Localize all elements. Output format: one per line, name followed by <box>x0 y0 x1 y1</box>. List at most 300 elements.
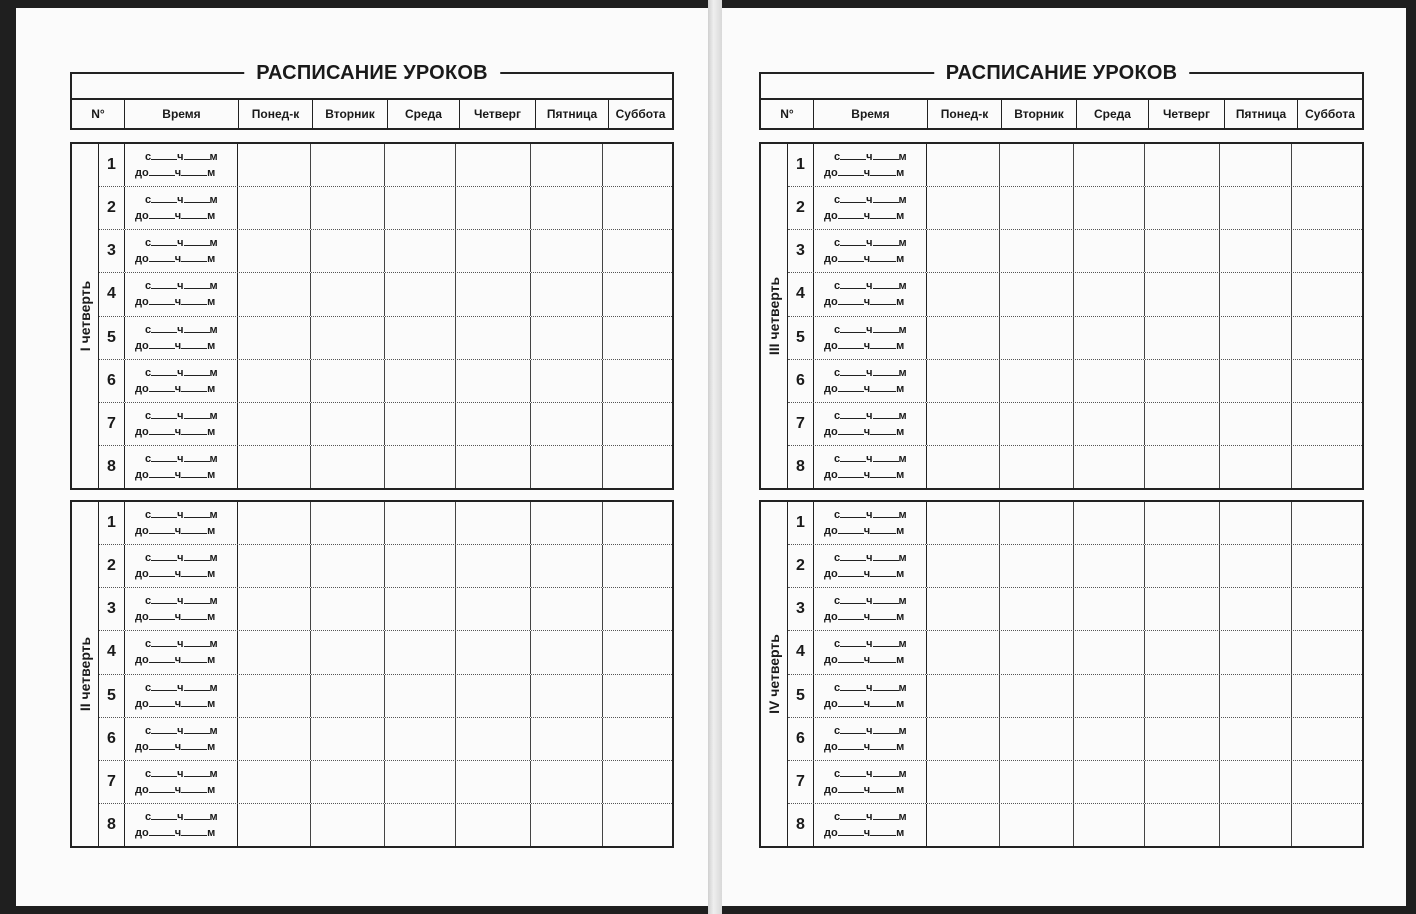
time-field[interactable] <box>125 360 238 402</box>
time-field[interactable] <box>814 360 927 402</box>
cell-wednesday[interactable] <box>1074 804 1145 846</box>
cell-friday[interactable] <box>1220 230 1292 272</box>
cell-wednesday[interactable] <box>385 187 456 229</box>
cell-monday[interactable] <box>927 403 1000 445</box>
hour-blank[interactable] <box>149 611 175 620</box>
cell-tuesday[interactable] <box>1000 761 1074 803</box>
hour-blank[interactable] <box>151 280 177 289</box>
minute-blank[interactable] <box>184 280 210 289</box>
cell-wednesday[interactable] <box>385 144 456 186</box>
hour-blank[interactable] <box>838 827 864 836</box>
cell-saturday[interactable] <box>1292 317 1362 359</box>
minute-blank[interactable] <box>184 725 210 734</box>
minute-blank[interactable] <box>181 741 207 750</box>
minute-blank[interactable] <box>873 638 899 647</box>
cell-saturday[interactable] <box>603 273 672 315</box>
hour-blank[interactable] <box>840 324 866 333</box>
hour-blank[interactable] <box>151 638 177 647</box>
minute-blank[interactable] <box>873 552 899 561</box>
cell-thursday[interactable] <box>456 675 531 717</box>
cell-thursday[interactable] <box>456 230 531 272</box>
minute-blank[interactable] <box>873 367 899 376</box>
minute-blank[interactable] <box>870 698 896 707</box>
minute-blank[interactable] <box>181 340 207 349</box>
minute-blank[interactable] <box>870 784 896 793</box>
hour-blank[interactable] <box>149 827 175 836</box>
time-field[interactable] <box>125 230 238 272</box>
hour-blank[interactable] <box>149 210 175 219</box>
time-field[interactable] <box>814 230 927 272</box>
cell-friday[interactable] <box>1220 273 1292 315</box>
cell-thursday[interactable] <box>456 718 531 760</box>
cell-saturday[interactable] <box>603 631 672 673</box>
minute-blank[interactable] <box>184 552 210 561</box>
time-field[interactable] <box>125 403 238 445</box>
minute-blank[interactable] <box>870 426 896 435</box>
cell-thursday[interactable] <box>456 360 531 402</box>
cell-friday[interactable] <box>531 144 603 186</box>
hour-blank[interactable] <box>838 698 864 707</box>
cell-saturday[interactable] <box>1292 360 1362 402</box>
hour-blank[interactable] <box>840 194 866 203</box>
minute-blank[interactable] <box>870 525 896 534</box>
cell-wednesday[interactable] <box>1074 675 1145 717</box>
cell-saturday[interactable] <box>603 360 672 402</box>
minute-blank[interactable] <box>873 151 899 160</box>
cell-saturday[interactable] <box>1292 446 1362 488</box>
cell-monday[interactable] <box>238 273 311 315</box>
time-field[interactable] <box>125 144 238 186</box>
minute-blank[interactable] <box>870 210 896 219</box>
time-field[interactable] <box>125 502 238 544</box>
hour-blank[interactable] <box>149 340 175 349</box>
minute-blank[interactable] <box>870 253 896 262</box>
hour-blank[interactable] <box>840 682 866 691</box>
cell-thursday[interactable] <box>456 446 531 488</box>
minute-blank[interactable] <box>184 638 210 647</box>
hour-blank[interactable] <box>149 253 175 262</box>
cell-thursday[interactable] <box>456 144 531 186</box>
cell-wednesday[interactable] <box>385 403 456 445</box>
time-field[interactable] <box>814 804 927 846</box>
cell-thursday[interactable] <box>456 273 531 315</box>
cell-wednesday[interactable] <box>385 761 456 803</box>
cell-tuesday[interactable] <box>311 761 385 803</box>
hour-blank[interactable] <box>840 638 866 647</box>
cell-wednesday[interactable] <box>385 273 456 315</box>
hour-blank[interactable] <box>838 568 864 577</box>
cell-friday[interactable] <box>531 230 603 272</box>
minute-blank[interactable] <box>181 525 207 534</box>
hour-blank[interactable] <box>840 768 866 777</box>
cell-wednesday[interactable] <box>1074 545 1145 587</box>
cell-tuesday[interactable] <box>1000 403 1074 445</box>
time-field[interactable] <box>814 144 927 186</box>
cell-thursday[interactable] <box>456 317 531 359</box>
minute-blank[interactable] <box>181 296 207 305</box>
cell-wednesday[interactable] <box>385 360 456 402</box>
minute-blank[interactable] <box>181 698 207 707</box>
cell-monday[interactable] <box>238 718 311 760</box>
cell-thursday[interactable] <box>1145 187 1220 229</box>
cell-wednesday[interactable] <box>1074 317 1145 359</box>
minute-blank[interactable] <box>184 324 210 333</box>
cell-friday[interactable] <box>1220 317 1292 359</box>
hour-blank[interactable] <box>151 324 177 333</box>
cell-tuesday[interactable] <box>311 804 385 846</box>
cell-friday[interactable] <box>531 187 603 229</box>
cell-monday[interactable] <box>927 588 1000 630</box>
time-field[interactable] <box>814 545 927 587</box>
minute-blank[interactable] <box>184 453 210 462</box>
cell-saturday[interactable] <box>603 545 672 587</box>
cell-wednesday[interactable] <box>385 545 456 587</box>
time-field[interactable] <box>814 588 927 630</box>
cell-monday[interactable] <box>238 144 311 186</box>
cell-saturday[interactable] <box>1292 545 1362 587</box>
minute-blank[interactable] <box>870 611 896 620</box>
cell-monday[interactable] <box>927 273 1000 315</box>
cell-saturday[interactable] <box>603 187 672 229</box>
time-field[interactable] <box>814 502 927 544</box>
cell-tuesday[interactable] <box>1000 804 1074 846</box>
minute-blank[interactable] <box>181 654 207 663</box>
hour-blank[interactable] <box>838 525 864 534</box>
cell-thursday[interactable] <box>456 403 531 445</box>
hour-blank[interactable] <box>840 811 866 820</box>
minute-blank[interactable] <box>873 595 899 604</box>
cell-monday[interactable] <box>927 502 1000 544</box>
minute-blank[interactable] <box>184 768 210 777</box>
cell-monday[interactable] <box>238 403 311 445</box>
hour-blank[interactable] <box>840 725 866 734</box>
minute-blank[interactable] <box>873 280 899 289</box>
time-field[interactable] <box>125 631 238 673</box>
time-field[interactable] <box>814 675 927 717</box>
cell-wednesday[interactable] <box>385 631 456 673</box>
cell-saturday[interactable] <box>1292 403 1362 445</box>
cell-saturday[interactable] <box>1292 502 1362 544</box>
minute-blank[interactable] <box>870 827 896 836</box>
minute-blank[interactable] <box>184 237 210 246</box>
hour-blank[interactable] <box>151 453 177 462</box>
hour-blank[interactable] <box>838 426 864 435</box>
cell-thursday[interactable] <box>1145 144 1220 186</box>
cell-thursday[interactable] <box>1145 718 1220 760</box>
hour-blank[interactable] <box>151 725 177 734</box>
hour-blank[interactable] <box>840 280 866 289</box>
cell-friday[interactable] <box>531 631 603 673</box>
cell-friday[interactable] <box>531 588 603 630</box>
hour-blank[interactable] <box>840 509 866 518</box>
cell-saturday[interactable] <box>1292 718 1362 760</box>
cell-saturday[interactable] <box>603 502 672 544</box>
cell-saturday[interactable] <box>603 588 672 630</box>
cell-saturday[interactable] <box>1292 761 1362 803</box>
cell-tuesday[interactable] <box>311 545 385 587</box>
cell-monday[interactable] <box>927 230 1000 272</box>
cell-monday[interactable] <box>927 718 1000 760</box>
cell-monday[interactable] <box>238 675 311 717</box>
cell-tuesday[interactable] <box>1000 446 1074 488</box>
time-field[interactable] <box>125 273 238 315</box>
cell-wednesday[interactable] <box>385 675 456 717</box>
minute-blank[interactable] <box>181 210 207 219</box>
hour-blank[interactable] <box>840 151 866 160</box>
minute-blank[interactable] <box>870 340 896 349</box>
minute-blank[interactable] <box>184 367 210 376</box>
time-field[interactable] <box>814 403 927 445</box>
cell-saturday[interactable] <box>603 804 672 846</box>
cell-wednesday[interactable] <box>1074 403 1145 445</box>
cell-monday[interactable] <box>927 317 1000 359</box>
cell-monday[interactable] <box>927 545 1000 587</box>
cell-tuesday[interactable] <box>311 675 385 717</box>
cell-monday[interactable] <box>238 761 311 803</box>
cell-thursday[interactable] <box>1145 230 1220 272</box>
cell-friday[interactable] <box>1220 545 1292 587</box>
cell-friday[interactable] <box>1220 144 1292 186</box>
hour-blank[interactable] <box>838 340 864 349</box>
cell-thursday[interactable] <box>1145 631 1220 673</box>
cell-thursday[interactable] <box>1145 588 1220 630</box>
cell-tuesday[interactable] <box>1000 718 1074 760</box>
minute-blank[interactable] <box>184 595 210 604</box>
cell-thursday[interactable] <box>456 588 531 630</box>
minute-blank[interactable] <box>181 383 207 392</box>
cell-saturday[interactable] <box>1292 588 1362 630</box>
cell-tuesday[interactable] <box>311 187 385 229</box>
hour-blank[interactable] <box>151 410 177 419</box>
cell-tuesday[interactable] <box>311 631 385 673</box>
cell-tuesday[interactable] <box>311 360 385 402</box>
cell-thursday[interactable] <box>1145 675 1220 717</box>
cell-friday[interactable] <box>531 502 603 544</box>
time-field[interactable] <box>125 761 238 803</box>
cell-monday[interactable] <box>927 360 1000 402</box>
cell-thursday[interactable] <box>1145 804 1220 846</box>
hour-blank[interactable] <box>149 568 175 577</box>
minute-blank[interactable] <box>184 151 210 160</box>
time-field[interactable] <box>814 718 927 760</box>
cell-friday[interactable] <box>1220 675 1292 717</box>
cell-tuesday[interactable] <box>1000 273 1074 315</box>
hour-blank[interactable] <box>838 210 864 219</box>
cell-wednesday[interactable] <box>385 804 456 846</box>
cell-monday[interactable] <box>927 761 1000 803</box>
cell-saturday[interactable] <box>603 446 672 488</box>
cell-wednesday[interactable] <box>1074 187 1145 229</box>
cell-friday[interactable] <box>1220 446 1292 488</box>
time-field[interactable] <box>814 317 927 359</box>
cell-tuesday[interactable] <box>1000 545 1074 587</box>
minute-blank[interactable] <box>870 568 896 577</box>
cell-wednesday[interactable] <box>385 588 456 630</box>
time-field[interactable] <box>125 588 238 630</box>
minute-blank[interactable] <box>181 167 207 176</box>
cell-tuesday[interactable] <box>311 317 385 359</box>
hour-blank[interactable] <box>149 383 175 392</box>
hour-blank[interactable] <box>151 151 177 160</box>
cell-thursday[interactable] <box>456 502 531 544</box>
minute-blank[interactable] <box>181 426 207 435</box>
time-field[interactable] <box>125 804 238 846</box>
minute-blank[interactable] <box>181 827 207 836</box>
cell-monday[interactable] <box>238 804 311 846</box>
minute-blank[interactable] <box>873 682 899 691</box>
hour-blank[interactable] <box>151 552 177 561</box>
cell-wednesday[interactable] <box>1074 502 1145 544</box>
hour-blank[interactable] <box>151 194 177 203</box>
cell-friday[interactable] <box>531 273 603 315</box>
cell-tuesday[interactable] <box>311 273 385 315</box>
time-field[interactable] <box>814 273 927 315</box>
cell-friday[interactable] <box>531 360 603 402</box>
cell-monday[interactable] <box>927 446 1000 488</box>
minute-blank[interactable] <box>184 194 210 203</box>
cell-monday[interactable] <box>927 187 1000 229</box>
hour-blank[interactable] <box>838 741 864 750</box>
hour-blank[interactable] <box>151 509 177 518</box>
hour-blank[interactable] <box>840 367 866 376</box>
hour-blank[interactable] <box>151 811 177 820</box>
minute-blank[interactable] <box>184 410 210 419</box>
cell-thursday[interactable] <box>456 187 531 229</box>
hour-blank[interactable] <box>149 654 175 663</box>
cell-tuesday[interactable] <box>1000 360 1074 402</box>
cell-thursday[interactable] <box>1145 317 1220 359</box>
cell-tuesday[interactable] <box>311 144 385 186</box>
cell-tuesday[interactable] <box>1000 675 1074 717</box>
cell-saturday[interactable] <box>603 403 672 445</box>
cell-saturday[interactable] <box>1292 273 1362 315</box>
minute-blank[interactable] <box>873 509 899 518</box>
cell-friday[interactable] <box>531 804 603 846</box>
cell-wednesday[interactable] <box>1074 446 1145 488</box>
hour-blank[interactable] <box>149 296 175 305</box>
hour-blank[interactable] <box>840 453 866 462</box>
hour-blank[interactable] <box>151 682 177 691</box>
cell-tuesday[interactable] <box>311 588 385 630</box>
cell-friday[interactable] <box>1220 403 1292 445</box>
cell-saturday[interactable] <box>603 317 672 359</box>
time-field[interactable] <box>125 187 238 229</box>
cell-thursday[interactable] <box>456 631 531 673</box>
cell-wednesday[interactable] <box>1074 273 1145 315</box>
cell-tuesday[interactable] <box>1000 144 1074 186</box>
cell-monday[interactable] <box>238 588 311 630</box>
hour-blank[interactable] <box>840 552 866 561</box>
cell-thursday[interactable] <box>1145 502 1220 544</box>
cell-monday[interactable] <box>927 675 1000 717</box>
hour-blank[interactable] <box>149 525 175 534</box>
hour-blank[interactable] <box>151 768 177 777</box>
cell-tuesday[interactable] <box>311 230 385 272</box>
cell-monday[interactable] <box>927 631 1000 673</box>
minute-blank[interactable] <box>181 611 207 620</box>
time-field[interactable] <box>125 718 238 760</box>
cell-monday[interactable] <box>238 502 311 544</box>
hour-blank[interactable] <box>838 253 864 262</box>
cell-thursday[interactable] <box>1145 446 1220 488</box>
cell-monday[interactable] <box>927 144 1000 186</box>
cell-thursday[interactable] <box>1145 403 1220 445</box>
hour-blank[interactable] <box>840 410 866 419</box>
minute-blank[interactable] <box>870 469 896 478</box>
cell-thursday[interactable] <box>1145 360 1220 402</box>
minute-blank[interactable] <box>873 453 899 462</box>
time-field[interactable] <box>814 631 927 673</box>
cell-saturday[interactable] <box>603 675 672 717</box>
minute-blank[interactable] <box>181 784 207 793</box>
cell-friday[interactable] <box>531 761 603 803</box>
hour-blank[interactable] <box>838 383 864 392</box>
cell-wednesday[interactable] <box>385 718 456 760</box>
cell-monday[interactable] <box>238 230 311 272</box>
cell-monday[interactable] <box>238 545 311 587</box>
cell-tuesday[interactable] <box>1000 317 1074 359</box>
cell-saturday[interactable] <box>1292 144 1362 186</box>
hour-blank[interactable] <box>151 237 177 246</box>
minute-blank[interactable] <box>873 324 899 333</box>
cell-tuesday[interactable] <box>311 446 385 488</box>
cell-saturday[interactable] <box>603 144 672 186</box>
cell-thursday[interactable] <box>456 804 531 846</box>
minute-blank[interactable] <box>181 568 207 577</box>
cell-thursday[interactable] <box>456 761 531 803</box>
cell-monday[interactable] <box>238 317 311 359</box>
cell-friday[interactable] <box>1220 804 1292 846</box>
minute-blank[interactable] <box>873 811 899 820</box>
cell-friday[interactable] <box>1220 502 1292 544</box>
cell-tuesday[interactable] <box>311 502 385 544</box>
cell-saturday[interactable] <box>603 761 672 803</box>
cell-saturday[interactable] <box>1292 675 1362 717</box>
hour-blank[interactable] <box>151 367 177 376</box>
cell-friday[interactable] <box>531 446 603 488</box>
time-field[interactable] <box>125 317 238 359</box>
time-field[interactable] <box>814 446 927 488</box>
cell-friday[interactable] <box>531 675 603 717</box>
cell-saturday[interactable] <box>1292 230 1362 272</box>
cell-tuesday[interactable] <box>1000 187 1074 229</box>
minute-blank[interactable] <box>873 725 899 734</box>
hour-blank[interactable] <box>838 654 864 663</box>
cell-saturday[interactable] <box>603 230 672 272</box>
cell-saturday[interactable] <box>1292 631 1362 673</box>
cell-wednesday[interactable] <box>1074 144 1145 186</box>
hour-blank[interactable] <box>838 611 864 620</box>
cell-thursday[interactable] <box>456 545 531 587</box>
cell-tuesday[interactable] <box>311 718 385 760</box>
cell-friday[interactable] <box>531 545 603 587</box>
cell-saturday[interactable] <box>1292 804 1362 846</box>
hour-blank[interactable] <box>838 469 864 478</box>
minute-blank[interactable] <box>870 167 896 176</box>
cell-wednesday[interactable] <box>1074 230 1145 272</box>
cell-friday[interactable] <box>1220 588 1292 630</box>
cell-saturday[interactable] <box>603 718 672 760</box>
hour-blank[interactable] <box>149 167 175 176</box>
cell-friday[interactable] <box>531 718 603 760</box>
hour-blank[interactable] <box>838 167 864 176</box>
cell-tuesday[interactable] <box>1000 631 1074 673</box>
cell-friday[interactable] <box>1220 718 1292 760</box>
cell-friday[interactable] <box>1220 631 1292 673</box>
cell-monday[interactable] <box>238 187 311 229</box>
hour-blank[interactable] <box>838 784 864 793</box>
cell-thursday[interactable] <box>1145 761 1220 803</box>
